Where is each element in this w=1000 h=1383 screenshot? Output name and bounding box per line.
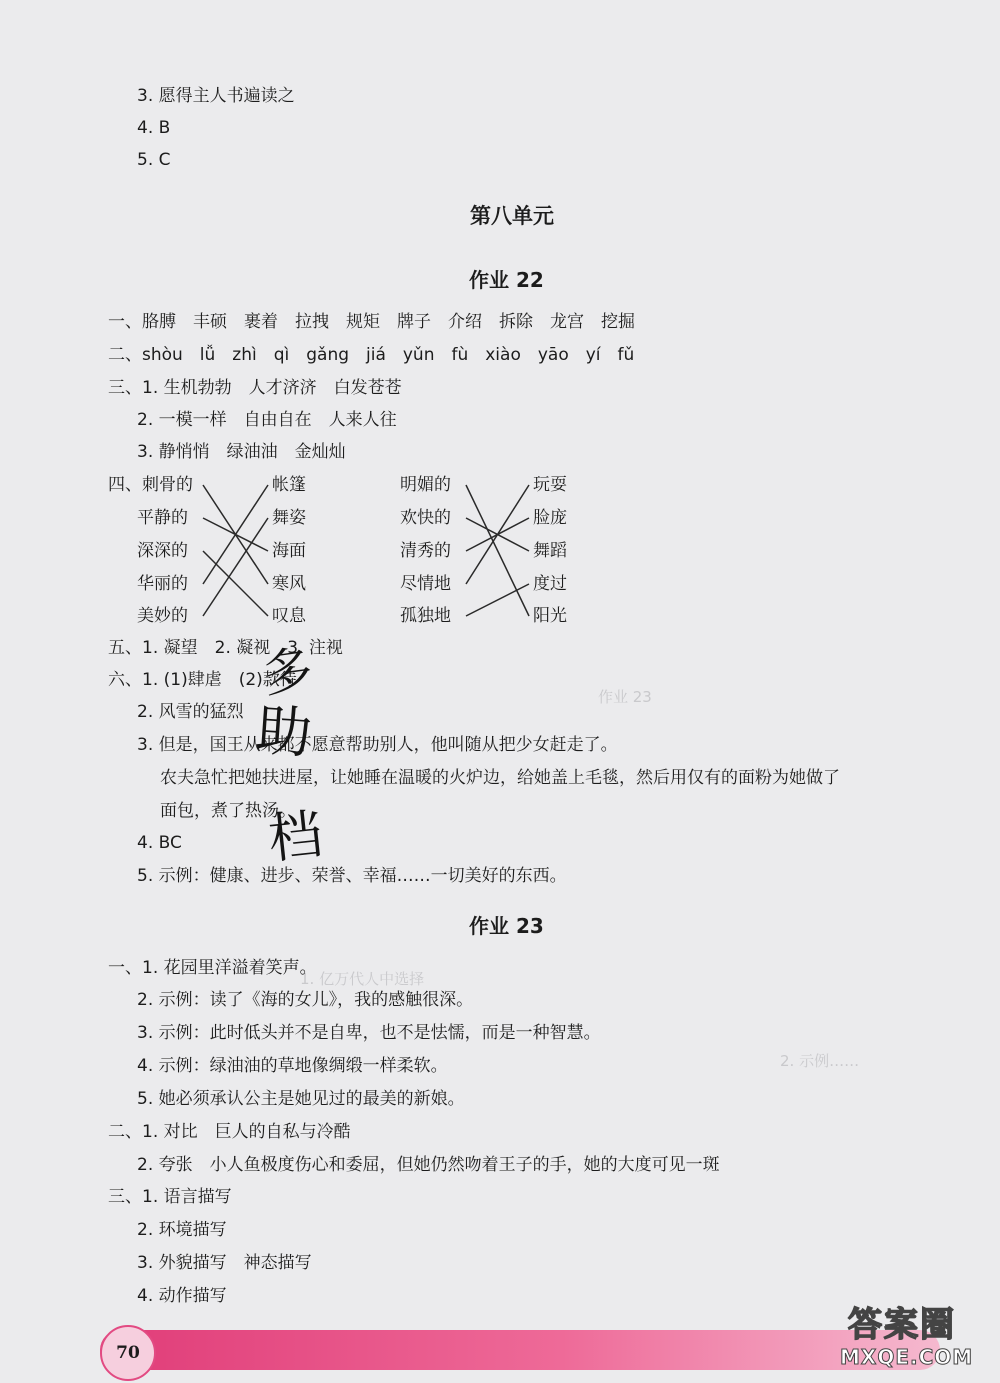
match-left-b: 欢快的 [400, 508, 451, 528]
answer-line: 4. B [137, 118, 171, 138]
answer-line: 2. 环境描写 [137, 1220, 227, 1240]
answer-line: 农夫急忙把她扶进屋，让她睡在温暖的火炉边，给她盖上毛毯，然后用仅有的面粉为她做了 [160, 768, 840, 788]
match-right-a: 叹息 [272, 606, 306, 626]
handwritten-mark: 多 [258, 639, 317, 705]
handwritten-mark: 助 [253, 698, 314, 767]
match-right-a: 舞姿 [272, 508, 306, 528]
match-right-b: 阳光 [533, 606, 567, 626]
match-left-b: 明媚的 [400, 475, 451, 495]
answer-line: 2. 风雪的猛烈 [137, 702, 244, 722]
homework-title: 作业 23 [469, 914, 544, 938]
match-left-b: 孤独地 [400, 606, 451, 626]
match-left-a: 华丽的 [137, 574, 188, 594]
homework-title: 作业 22 [469, 268, 544, 292]
answer-line: 3. 示例：此时低头并不是自卑，也不是怯懦，而是一种智慧。 [137, 1023, 601, 1043]
answer-line: 一、1. 花园里洋溢着笑声。 [108, 958, 317, 978]
match-left-a: 美妙的 [137, 606, 188, 626]
answer-line: 3. 愿得主人书遍读之 [137, 86, 295, 106]
answer-line: 六、1. (1)肆虐 (2)款待 [108, 670, 297, 690]
answer-line: 4. 示例：绿油油的草地像绸缎一样柔软。 [137, 1056, 448, 1076]
match-right-a: 海面 [272, 541, 306, 561]
answer-line: 2. 示例：读了《海的女儿》，我的感触很深。 [137, 990, 474, 1010]
match-right-a: 帐篷 [272, 475, 306, 495]
answer-line: 2. 夸张 小人鱼极度伤心和委屈，但她仍然吻着王子的手，她的大度可见一斑 [137, 1155, 720, 1175]
answer-line: 4. BC [137, 833, 182, 853]
unit-title: 第八单元 [470, 204, 554, 228]
answer-line: 二、1. 对比 巨人的自私与冷酷 [108, 1122, 351, 1142]
answer-line: 5. 她必须承认公主是她见过的最美的新娘。 [137, 1089, 465, 1109]
answer-line: 2. 一模一样 自由自在 人来人往 [137, 410, 397, 430]
match-left-b: 清秀的 [400, 541, 451, 561]
answer-line: 面包，煮了热汤。 [160, 801, 296, 821]
answer-line: 5. C [137, 150, 171, 170]
bleed-through-text: 作业 23 [598, 688, 652, 706]
bleed-through-text: 1. 亿万代人中选择 [300, 970, 425, 988]
match-left-a: 深深的 [137, 541, 188, 561]
watermark [838, 1297, 978, 1379]
match-right-b: 度过 [533, 574, 567, 594]
answer-line: 五、1. 凝望 2. 凝视 3. 注视 [108, 638, 343, 658]
page-number: 70 [100, 1325, 156, 1381]
watermark-logo-text: 答案圈 [848, 1305, 956, 1345]
answer-line: 3. 但是，国王从来都不愿意帮助别人，他叫随从把少女赶走了。 [137, 735, 618, 755]
answer-line: 三、1. 生机勃勃 人才济济 白发苍苍 [108, 378, 402, 398]
answer-line: 3. 外貌描写 神态描写 [137, 1253, 312, 1273]
match-right-b: 玩耍 [533, 475, 567, 495]
bleed-through-text: 2. 示例…… [780, 1052, 860, 1070]
answer-line: 5. 示例：健康、进步、荣誉、幸福……一切美好的东西。 [137, 866, 567, 886]
answer-line: 一、胳膊 丰硕 裹着 拉拽 规矩 牌子 介绍 拆除 龙宫 挖掘 [108, 312, 635, 332]
answer-line: 三、1. 语言描写 [108, 1187, 232, 1207]
match-left-b: 尽情地 [400, 574, 451, 594]
match-right-b: 脸庞 [533, 508, 567, 528]
answer-line: 4. 动作描写 [137, 1286, 227, 1306]
match-left-a: 四、刺骨的 [108, 475, 193, 495]
handwritten-mark: 档 [265, 802, 326, 871]
match-left-a: 平静的 [137, 508, 188, 528]
match-right-a: 寒风 [272, 574, 306, 594]
match-right-b: 舞蹈 [533, 541, 567, 561]
watermark-url: MXQE.COM [840, 1345, 974, 1369]
answer-line: 3. 静悄悄 绿油油 金灿灿 [137, 442, 346, 462]
pinyin-line: 二、shòu lǚ zhì qì gǎng jiá yǔn fù xiào yāo yí fǔ [108, 345, 635, 365]
footer-bar [100, 1330, 940, 1370]
